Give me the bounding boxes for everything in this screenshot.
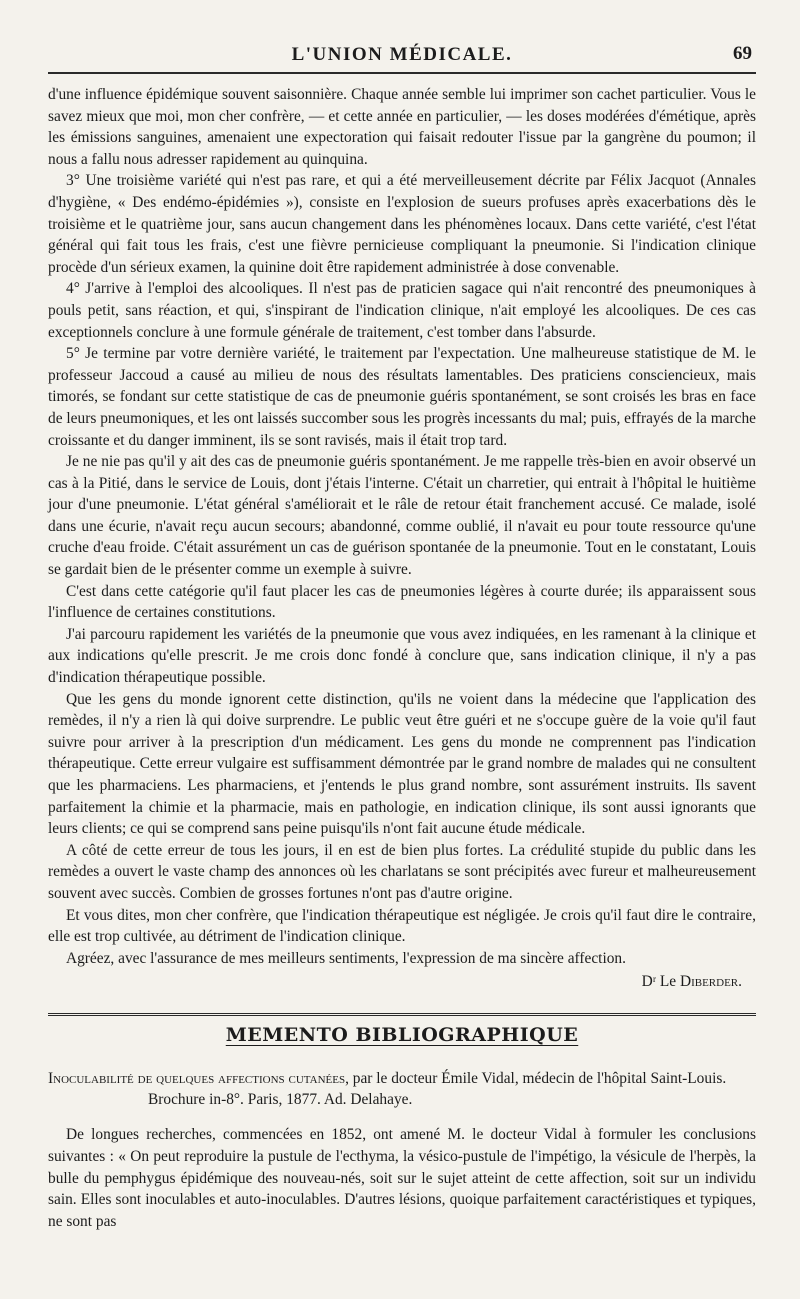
review-body — [48, 1124, 756, 1232]
page-number: 69 — [733, 43, 752, 64]
journal-title: L'UNION MÉDICALE. — [291, 44, 513, 65]
letter-body — [48, 84, 756, 969]
section-divider — [48, 1013, 756, 1016]
paragraph: d'une influence épidémique souvent saisonnière. Chaque année semble lui imprimer son cachet particulier. Vous le savez mieux que moi, mon cher confrère, — et cette année en particulier, — les doses modérées d'émétique, après les émissions sanguines, amenaient une expectoration qui faisait redouter l'issue par la gangrène du poumon; il nous a fallu nous adresser rapidement au quinquina. — [48, 86, 756, 168]
signature-prefix: Dʳ Le — [641, 973, 680, 991]
paragraph: Agréez, avec l'assurance de mes meilleurs sentiments, l'expression de ma sincère affection. — [66, 949, 626, 967]
paragraph: 4° J'arrive à l'emploi des alcooliques. Il n'est pas de praticien sagace qui n'ait rencontré des pneumoniques à pouls petit, sans réaction, et qui, s'inspirant de l'indication clinique, n'ait employé les alcooliques. De ces cas exceptionnels conclure à une formule générale de traitement, c'est tomber dans l'absurde. — [48, 280, 756, 341]
paragraph: A côté de cette erreur de tous les jours, il en est de bien plus fortes. La crédulité stupide du public dans les remèdes a ouvert le vaste champ des annonces où les charlatans se sont précipités avec fureur et malheureusement souvent avec succès. Combien de grosses fortunes n'ont pas d'autre origine. — [48, 841, 756, 902]
review-paragraph: De longues recherches, commencées en 1852, ont amené M. le docteur Vidal à formuler les conclusions suivantes : « On peut reproduire la pustule de l'ecthyma, la vésico-pustule de l'impétigo, la vésicule de l'herpès, la bulle du pemphygus épidémique des nouveau-nés, soit sur le sujet atteint de cette affection, soit sur un individu sain. Elles sont inoculables et auto-inoculables. D'autres lésions, quoique parfaitement caractéristiques et typiques, ne sont pas — [48, 1126, 756, 1230]
paragraph: 5° Je termine par votre dernière variété, le traitement par l'expectation. Une malheureuse statistique de M. le professeur Jaccoud a causé au milieu de nous des résultats lamentables. Des praticiens consciencieux, mais timorés, se fondant sur cette statistique de cas de pneumonie guéris spontanément, se sont croisés les bras en face de leurs pneumoniques, et les ont laissés succomber sous les progrès incessants du mal; puis, effrayés de la marche croissante et du danger imminent, ils se sont ravisés, mais il était trop tard. — [48, 345, 756, 449]
paragraph: 3° Une troisième variété qui n'est pas rare, et qui a été merveilleusement décrite par Félix Jacquot (Annales d'hygiène, « Des endémo-épidémies »), consiste en l'explosion de sueurs profuses après exacerbations dès le troisième et le quatrième jour, sans aucun changement dans les phénomènes locaux. Dans cette variété, c'est l'état général qui fait tous les frais, c'est une fièvre pernicieuse compliquant la pneumonie. Si l'indication clinique procède d'un sérieux examen, la quinine doit être rapidement administrée à dose convenable. — [48, 172, 756, 276]
paragraph: J'ai parcouru rapidement les variétés de la pneumonie que vous avez indiquées, en les ramenant à la clinique et aux indications qu'elle prescrit. Je me crois donc fondé à conclure que, sans indication clinique, il n'y a pas d'indication thérapeutique possible. — [48, 625, 756, 687]
paragraph: C'est dans cette catégorie qu'il faut placer les cas de pneumonies légères à courte durée; ils apparaissent sous l'influence de certaines constitutions. — [48, 582, 756, 622]
running-header — [48, 38, 756, 74]
signature-name: Diberder. — [679, 973, 742, 991]
section-title: MEMENTO BIBLIOGRAPHIQUE — [225, 1024, 579, 1047]
paragraph: Je ne nie pas qu'il y ait des cas de pneumonie guéris spontanément. Je me rappelle très-bien en avoir observé un cas à la Pitié, dans le service de Louis, dont j'étais l'interne. C'était un charretier, qui entrait à l'hôpital le huitième jour d'une pneumonie. L'état général s'améliorait et le râle de retour était franchement accusé. Ce malade, isolé dans une écurie, n'avait reçu aucun secours; abandonné, comme oublié, il n'avait eu pour toute ressource qu'une cruche d'eau froide. C'était assurément un cas de guérison spontanée de la pneumonie. Tout en le constatant, Louis se gardait bien de le présenter comme un exemple à suivre. — [48, 453, 756, 579]
paragraph: Que les gens du monde ignorent cette distinction, qu'ils ne voient dans la médecine que l'application des remèdes, il n'y a rien là qui doive surprendre. Le public veut être guéri et ne s'occupe guère de la voie qu'il faut suivre pour arriver à la prescription d'un médicament. Les gens du monde ne comprennent pas l'indication thérapeutique. Cette erreur vulgaire est suffisamment démontrée par le grand nombre de malades qui ne consultent que les pharmaciens. Les pharmaciens, et j'entends le plus grand nombre, sont assurément instruits. Ils savent parfaitement la chimie et la pharmacie, mais en pathologie, en indication clinique, ils sont aussi ignorants que leurs clients; ce qui se comprend sans peine puisqu'ils n'ont fait aucune étude médicale. — [48, 690, 756, 838]
signature — [48, 971, 756, 993]
bibliography-entry — [48, 1068, 756, 1110]
paragraph: Et vous dites, mon cher confrère, que l'indication thérapeutique est négligée. Je crois qu'il faut dire le contraire, elle est trop cultivée, au détriment de l'indication clinique. — [48, 906, 756, 946]
entry-details: , par le docteur Émile Vidal, médecin de l'hôpital Saint-Louis. Brochure in-8°. Paris, 1877. Ad. Delahaye. — [148, 1070, 727, 1109]
entry-title: Inoculabilité de quelques affections cutanées — [48, 1070, 346, 1088]
